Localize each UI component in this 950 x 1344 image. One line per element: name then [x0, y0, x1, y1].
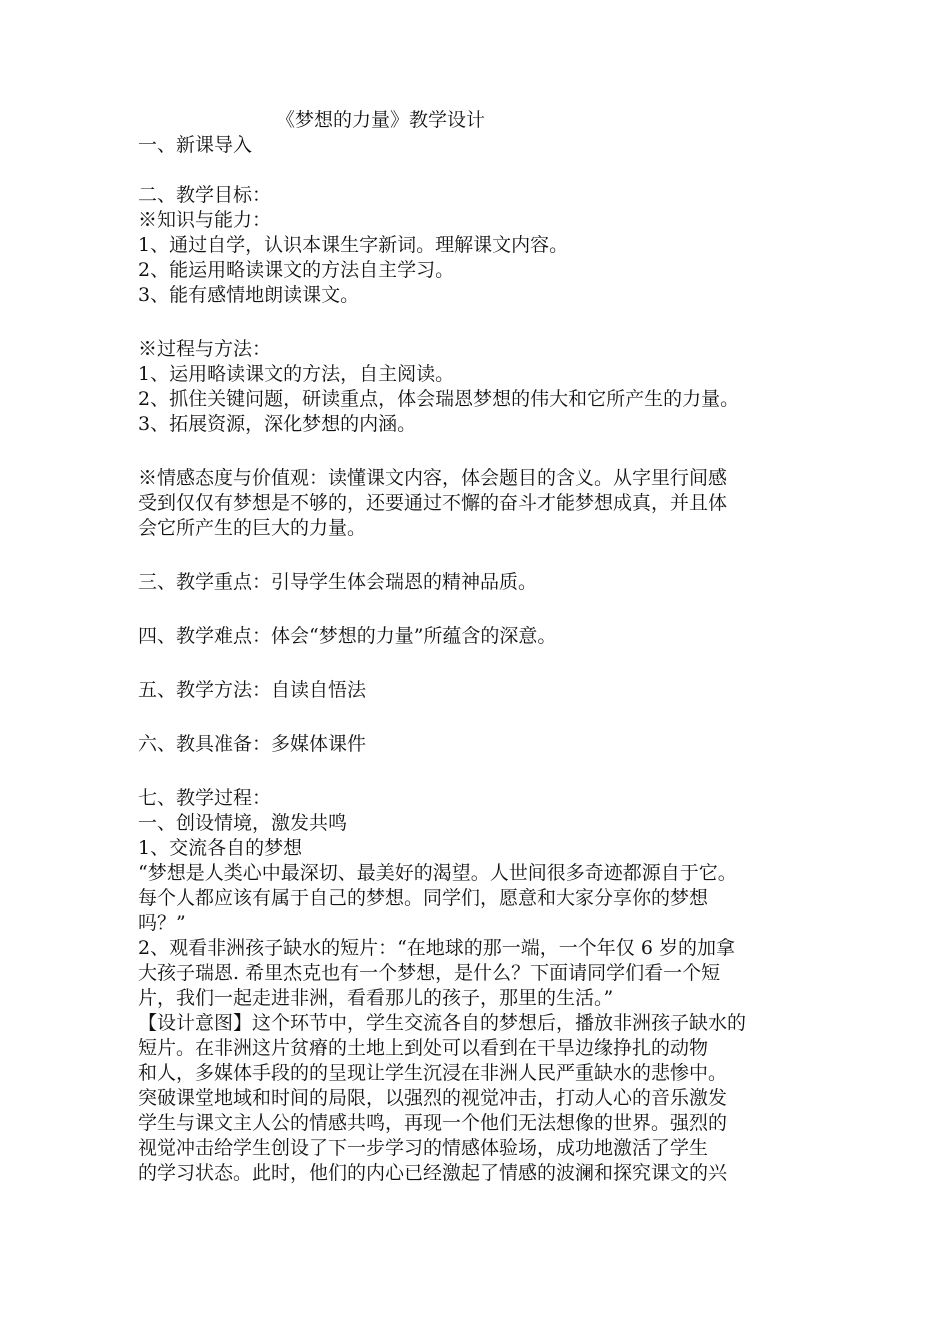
knowledge-item-2: 2、能运用略读课文的方法自主学习。: [138, 259, 455, 281]
quote-line: “梦想是人类心中最深切、最美好的渴望。人世间很多奇迹都源自于它。: [138, 862, 737, 884]
design-line: 的学习状态。此时，他们的内心已经激起了情感的波澜和探究课文的兴: [138, 1162, 728, 1184]
process-heading: ※过程与方法：: [138, 338, 272, 360]
process-item-1: 1、运用略读课文的方法，自主阅读。: [138, 363, 455, 385]
section-difficulties: 四、教学难点：体会“梦想的力量”所蕴含的深意。: [138, 625, 557, 647]
step-1-heading: 一、创设情境，激发共鸣: [138, 812, 348, 834]
design-line: 【设计意图】这个环节中，学生交流各自的梦想后，播放非洲孩子缺水的: [138, 1012, 747, 1034]
document-page: [138, 108, 818, 1186]
spacer: [138, 158, 818, 183]
process-item-3: 3、拓展资源，深化梦想的内涵。: [138, 413, 417, 435]
section-key-points: 三、教学重点：引导学生体会瑞恩的精神品质。: [138, 571, 538, 593]
step-line: 片，我们一起走进非洲，看看那儿的孩子，那里的生活。”: [138, 987, 614, 1009]
spacer: [138, 649, 818, 678]
spacer: [138, 437, 818, 466]
quote-line: 吗？”: [138, 912, 186, 934]
document-title: 《梦想的力量》教学设计: [276, 109, 486, 131]
section-materials: 六、教具准备：多媒体课件: [138, 733, 367, 755]
spacer: [138, 757, 818, 786]
knowledge-heading: ※知识与能力：: [138, 209, 272, 231]
process-item-2: 2、抓住关键问题，研读重点，体会瑞恩梦想的伟大和它所产生的力量。: [138, 388, 740, 410]
step-1-1: 1、交流各自的梦想: [138, 837, 303, 859]
design-line: 学生与课文主人公的情感共鸣，再现一个他们无法想像的世界。强烈的: [138, 1112, 728, 1134]
spacer: [138, 308, 818, 337]
knowledge-item-1: 1、通过自学，认识本课生字新词。理解课文内容。: [138, 234, 569, 256]
spacer: [138, 595, 818, 624]
emotion-line: 会它所产生的巨大的力量。: [138, 517, 367, 539]
quote-line: 每个人都应该有属于自己的梦想。同学们，愿意和大家分享你的梦想: [138, 887, 709, 909]
spacer: [138, 541, 818, 570]
emotion-line: 受到仅仅有梦想是不够的，还要通过不懈的奋斗才能梦想成真，并且体: [138, 492, 728, 514]
section-process: 七、教学过程：: [138, 787, 272, 809]
section-new-lesson: 一、新课导入: [138, 134, 253, 156]
step-1-2-paragraph: [138, 936, 818, 1011]
design-intent-paragraph: [138, 1011, 818, 1186]
spacer: [138, 703, 818, 732]
design-line: 短片。在非洲这片贫瘠的土地上到处可以看到在干旱边缘挣扎的动物: [138, 1037, 709, 1059]
emotion-paragraph: [138, 466, 818, 541]
step-line: 2、观看非洲孩子缺水的短片：“在地球的那一端，一个年仅 6 岁的加拿: [138, 937, 735, 959]
section-methods: 五、教学方法：自读自悟法: [138, 679, 367, 701]
section-objectives: 二、教学目标：: [138, 184, 272, 206]
quote-paragraph: [138, 861, 818, 936]
knowledge-item-3: 3、能有感情地朗读课文。: [138, 284, 360, 306]
emotion-line: ※情感态度与价值观：读懂课文内容，体会题目的含义。从字里行间感: [138, 467, 728, 489]
design-line: 和人，多媒体手段的的呈现让学生沉浸在非洲人民严重缺水的悲惨中。: [138, 1062, 728, 1084]
design-line: 视觉冲击给学生创设了下一步学习的情感体验场，成功地激活了学生: [138, 1137, 709, 1159]
step-line: 大孩子瑞恩. 希里杰克也有一个梦想，是什么？下面请同学们看一个短: [138, 962, 721, 984]
design-line: 突破课堂地域和时间的局限，以强烈的视觉冲击，打动人心的音乐激发: [138, 1087, 728, 1109]
